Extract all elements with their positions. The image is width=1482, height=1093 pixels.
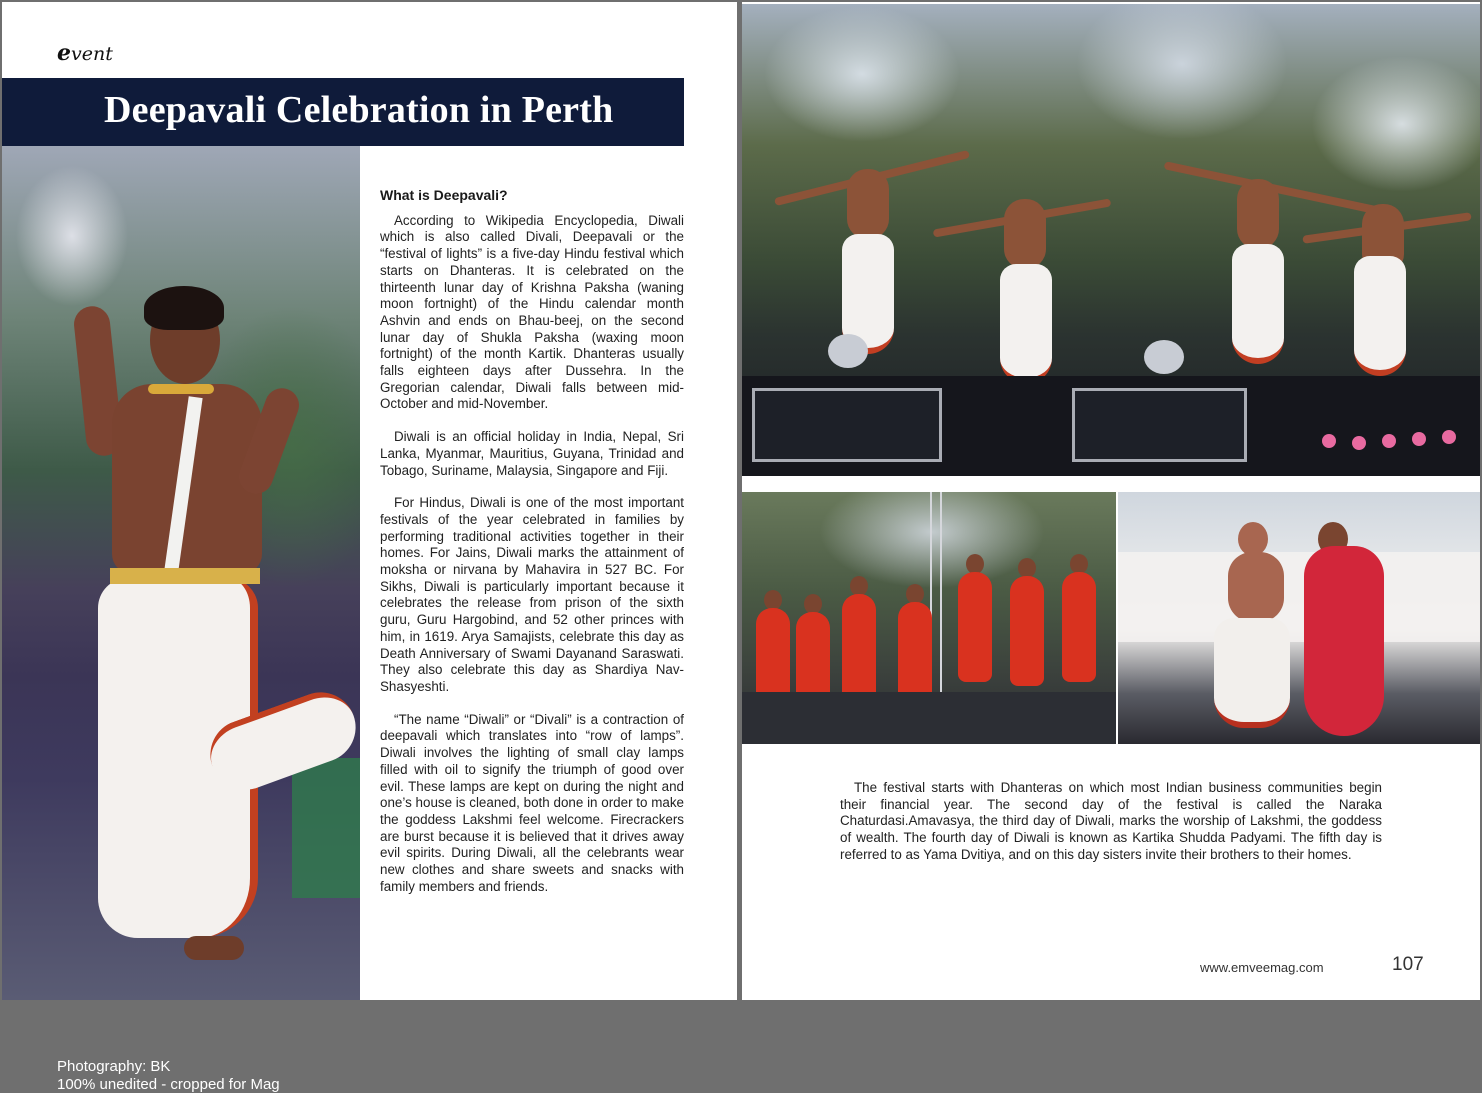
dancer-dhoti-shape xyxy=(1354,256,1406,376)
dancer-dhoti-shape xyxy=(1214,618,1290,728)
tent-shape xyxy=(1118,552,1480,642)
dancer-sari-shape xyxy=(1062,572,1096,682)
section-label xyxy=(57,40,113,66)
page-number: 107 xyxy=(1392,954,1424,975)
stage-spotlight-shape xyxy=(1144,340,1184,374)
left-page xyxy=(2,2,737,1093)
article-paragraph: “The name “Diwali” or “Divali” is a contraction of deepavali which translates into “row of lamps”. Diwali involves the lighting of small clay lamps filled with oil to signify the triumph of good over evil. These lamps are kept on during the night and one’s house is cleaned, both done in order to make the goddess Lakshmi feel welcome. Firecrackers are burst because it is believed that it drives away evil spirits. During Diwali, all the celebrants wear new clothes and share sweets and snacks with family members and friends. xyxy=(380,711,684,894)
section-label-rest: vent xyxy=(71,43,113,65)
photo-credit-line1: Photography: BK xyxy=(57,1058,171,1075)
dancer-necklace-shape xyxy=(148,384,214,394)
dancer-hair-shape xyxy=(144,286,224,330)
group-dancers-photo xyxy=(742,4,1480,476)
section-label-initial: e xyxy=(57,40,71,66)
equipment-case-shape xyxy=(1072,388,1247,462)
stage-light-shape xyxy=(292,758,360,898)
dancer-head-shape xyxy=(1070,554,1088,574)
photo-credit-line2: 100% unedited - cropped for Mag xyxy=(57,1076,280,1093)
article-heading: What is Deepavali? xyxy=(380,187,508,203)
stage-floor-shape xyxy=(742,692,1116,744)
stage-light-shape xyxy=(1322,434,1336,448)
dancer-head-shape xyxy=(1018,558,1036,578)
dancer-dhoti-shape xyxy=(1232,244,1284,364)
stage-spotlight-shape xyxy=(828,334,868,368)
page-title: Deepavali Celebration in Perth xyxy=(104,89,614,131)
dancer-head-shape xyxy=(804,594,822,614)
women-dancers-photo xyxy=(742,492,1116,744)
dancer-sari-shape xyxy=(1010,576,1044,686)
dancer-torso-shape xyxy=(847,169,889,239)
stage-light-shape xyxy=(1442,430,1456,444)
dancer-torso-shape xyxy=(1004,199,1046,269)
article-paragraph: For Hindus, Diwali is one of the most important festivals of the year celebrated in families by performing traditional activities together in their homes. For Jains, Diwali marks the attainment of moksha or nirvana by Mahavira in 527 BC. For Sikhs, Diwali is particularly important because it celebrates the release from prison of the sixth guru, Guru Hargobind, and 52 other princes with him, in 1619. Arya Samajists, celebrate this day as Death Anniversary of Swami Dayanand Saraswati. They also celebrate this day as Shardiya Nav-Shasyeshti. xyxy=(380,495,684,694)
stage-light-shape xyxy=(1352,436,1366,450)
dancer-head-shape xyxy=(764,590,782,610)
dancer-belt-shape xyxy=(110,568,260,584)
dancer-torso-shape xyxy=(1237,179,1279,249)
title-bar xyxy=(2,78,684,146)
dancer-sari-shape xyxy=(1304,546,1384,736)
article-paragraph: Diwali is an official holiday in India, Nepal, Sri Lanka, Myanmar, Mauritius, Guyana, Trinidad and Tobago, Suriname, Malaysia, Singapore and Fiji. xyxy=(380,429,684,478)
dancer-head-shape xyxy=(906,584,924,604)
dancer-head-shape xyxy=(850,576,868,596)
right-page xyxy=(742,2,1480,1000)
equipment-case-shape xyxy=(752,388,942,462)
dancer-dhoti-shape xyxy=(1000,264,1052,384)
footer-url: www.emveemag.com xyxy=(1200,960,1324,975)
stage-light-shape xyxy=(1382,434,1396,448)
article-body xyxy=(380,187,684,911)
dancer-sari-shape xyxy=(958,572,992,682)
dancer-photo xyxy=(2,146,360,1093)
dancer-sari-shape xyxy=(842,594,876,704)
festival-caption: The festival starts with Dhanteras on which most Indian business communities begin their financial year. The second day of the festival is called the Naraka Chaturdasi.Amavasya, the third day of Diwali, marks the worship of Lakshmi, the goddess of wealth. The fourth day of Diwali is known as Kartika Shudda Padyami. The fifth day is referred to as Yama Dvitiya, and on this day sisters invite their brothers to their homes. xyxy=(840,780,1382,862)
article-paragraph: According to Wikipedia Encyclopedia, Diwali which is also called Divali, Deepavali or the “festival of lights” is a five-day Hindu festival which starts on Dhanteras. It is celebrated on the thirteenth lunar day of Krishna Paksha (waning moon fortnight) of the Hindu calendar month Ashvin and ends on Bhau-beej, on the second lunar day of Shukla Paksha (waxing moon fortnight) of the month Kartik. Dhanteras usually falls eighteen days after Dussehra. In the Gregorian calendar, Diwali falls between mid-October and mid-November. xyxy=(380,212,684,412)
dancer-torso-shape xyxy=(1228,552,1284,622)
dancer-head-shape xyxy=(1238,522,1268,556)
stage-light-shape xyxy=(1412,432,1426,446)
dancer-foot-shape xyxy=(184,936,244,960)
dancer-head-shape xyxy=(966,554,984,574)
duet-dancers-photo xyxy=(1118,492,1480,744)
